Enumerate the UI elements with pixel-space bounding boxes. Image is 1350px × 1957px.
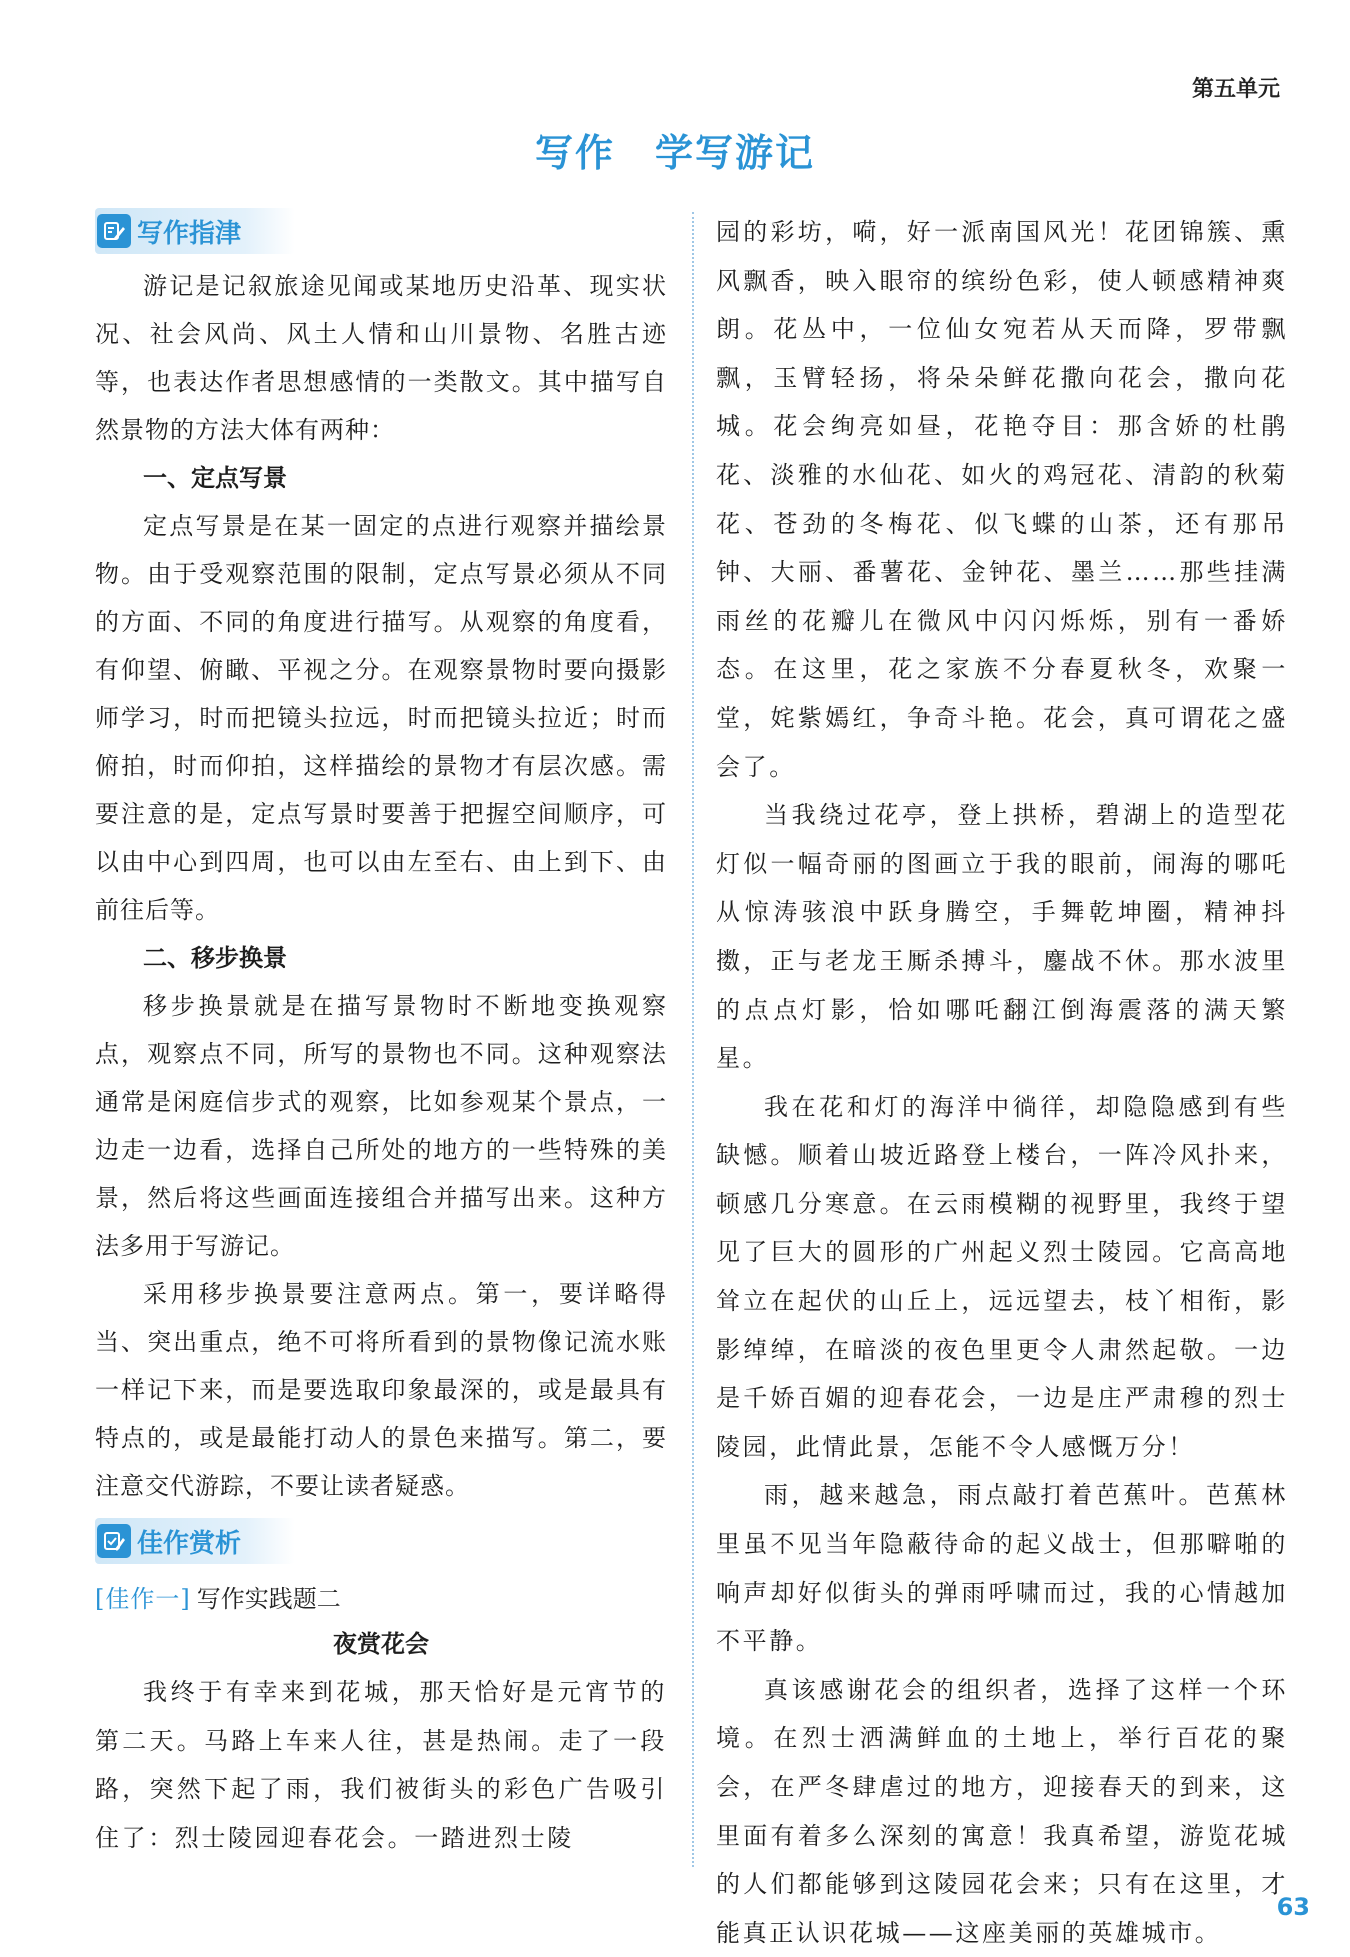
- model-essay-tag: [佳作一]: [95, 1584, 191, 1613]
- guide-intro: 游记是记叙旅途见闻或某地历史沿革、现实状况、社会风尚、风土人情和山川景物、名胜古迹等，也表达作者思想感情的一类散文。其中描写自然景物的方法大体有两种：: [95, 272, 667, 444]
- pen-note-icon: [97, 214, 131, 248]
- method1-text: 定点写景是在某一固定的点进行观察并描绘景物。由于受观察范围的限制，定点写景必须从不同的方面、不同的角度进行描写。从观察的角度看，有仰望、俯瞰、平视之分。在观察景物时要向摄影师学习，时而把镜头拉远，时而把镜头拉近；时而俯拍，时而仰拍，这样描绘的景物才有层次感。需要注意的是，定点写景时要善于把握空间顺序，可以由中心到四周，也可以由左至右、由上到下、由前往后等。: [95, 512, 667, 924]
- section-heading-guide: [95, 208, 295, 254]
- model-essay-line: [95, 1572, 667, 1620]
- left-column: [95, 208, 667, 1862]
- model-essay-type: 写作实践题二: [196, 1584, 341, 1613]
- essay-paragraph-2: 当我绕过花亭，登上拱桥，碧湖上的造型花灯似一幅奇丽的图画立于我的眼前，闹海的哪吒从惊涛骇浪中跃身腾空，手舞乾坤圈，精神抖擞，正与老龙王厮杀搏斗，鏖战不休。那水波里的点点灯影，恰如哪吒翻江倒海震落的满天繁星。: [716, 801, 1288, 1073]
- right-column: [716, 208, 1288, 1957]
- essay-paragraph-5: 真该感谢花会的组织者，选择了这样一个环境。在烈士洒满鲜血的土地上，举行百花的聚会，在严冬肆虐过的地方，迎接春天的到来，这里面有着多么深刻的寓意！我真希望，游览花城的人们都能够到这陵园花会来；只有在这里，才能真正认识花城——这座美丽的英雄城市。: [716, 1675, 1288, 1947]
- page-number: 63: [1276, 1893, 1310, 1921]
- essay-paragraph-4: 雨，越来越急，雨点敲打着芭蕉叶。芭蕉林里虽不见当年隐蔽待命的起义战士，但那噼啪的响声却好似街头的弹雨呼啸而过，我的心情越加不平静。: [716, 1481, 1288, 1656]
- guide-note: 采用移步换景要注意两点。第一，要详略得当、突出重点，绝不可将所看到的景物像记流水账一样记下来，而是要选取印象最深的，或是最具有特点的，或是最能打动人的景色来描写。第二，要注意交代游踪，不要让读者疑惑。: [95, 1280, 667, 1500]
- method2-title: 二、移步换景: [143, 944, 287, 972]
- unit-label: 第五单元: [1191, 77, 1280, 102]
- section-heading-appreciation: [95, 1518, 295, 1564]
- section-heading-guide-label: 写作指津: [137, 218, 242, 249]
- essay-paragraph-3: 我在花和灯的海洋中徜徉，却隐隐感到有些缺憾。顺着山坡近路登上楼台，一阵冷风扑来，顿感几分寒意。在云雨模糊的视野里，我终于望见了巨大的圆形的广州起义烈士陵园。它高高地耸立在起伏的山丘上，远远望去，枝丫相衔，影影绰绰，在暗淡的夜色里更令人肃然起敬。一边是千娇百媚的迎春花会，一边是庄严肃穆的烈士陵园，此情此景，怎能不令人感慨万分！: [716, 1092, 1288, 1461]
- section-heading-appreciation-label: 佳作赏析: [137, 1528, 242, 1559]
- essay-title: 夜赏花会: [333, 1630, 429, 1658]
- pen-check-icon: [97, 1524, 131, 1558]
- essay-paragraph-1-continued: 园的彩坊，嗬，好一派南国风光！花团锦簇、熏风飘香，映入眼帘的缤纷色彩，使人顿感精神爽朗。花丛中，一位仙女宛若从天而降，罗带飘飘，玉臂轻扬，将朵朵鲜花撒向花会，撒向花城。花会绚亮如昼，花艳夺目：那含娇的杜鹃花、淡雅的水仙花、如火的鸡冠花、清韵的秋菊花、苍劲的冬梅花、似飞蝶的山茶，还有那吊钟、大丽、番薯花、金钟花、墨兰……那些挂满雨丝的花瓣儿在微风中闪闪烁烁，别有一番娇态。在这里，花之家族不分春夏秋冬，欢聚一堂，姹紫嫣红，争奇斗艳。花会，真可谓花之盛会了。: [716, 218, 1288, 781]
- essay-paragraph-1: 我终于有幸来到花城，那天恰好是元宵节的第二天。马路上车来人往，甚是热闹。走了一段路，突然下起了雨，我们被街头的彩色广告吸引住了：烈士陵园迎春花会。一踏进烈士陵: [95, 1678, 667, 1852]
- method1-title: 一、定点写景: [143, 464, 287, 492]
- column-divider: [692, 212, 694, 1867]
- method2-text: 移步换景就是在描写景物时不断地变换观察点，观察点不同，所写的景物也不同。这种观察法通常是闲庭信步式的观察，比如参观某个景点，一边走一边看，选择自己所处的地方的一些特殊的美景，然后将这些画面连接组合并描写出来。这种方法多用于写游记。: [95, 992, 667, 1260]
- page-title: 写作 学写游记: [534, 131, 815, 175]
